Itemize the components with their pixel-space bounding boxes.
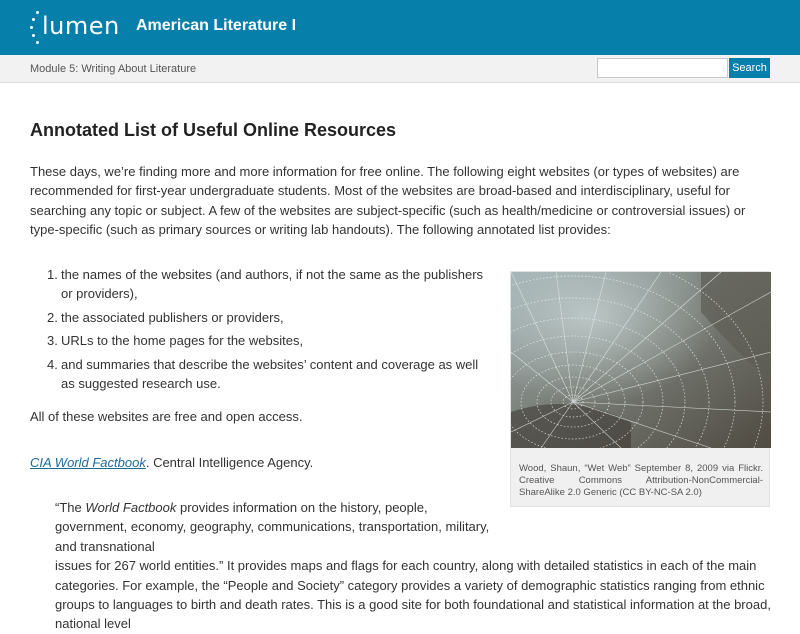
cia-world-factbook-link[interactable]: CIA World Factbook — [30, 455, 146, 470]
list-item-text: URLs to the home pages for the websites, — [61, 333, 304, 349]
list-item — [30, 331, 485, 350]
lumen-logo[interactable] — [30, 9, 120, 47]
spider-web-photo[interactable] — [511, 272, 771, 448]
resource-entry-cia — [30, 455, 313, 470]
access-note: All of these websites are free and open access. — [30, 409, 303, 424]
cia-publisher: . Central Intelligence Agency. — [145, 455, 314, 470]
list-number: 1. — [47, 267, 58, 282]
list-item — [30, 308, 485, 327]
quote-title: World Factbook — [85, 500, 177, 515]
list-item-text: the names of the websites (and authors, if not the same as the publishers or providers), — [61, 267, 484, 302]
intro-paragraph: These days, we’re finding more and more information for free online. The following eight websites (or types of websites) are recommended for first-year undergraduate students. Most of the websites are broad-based and interdisciplinary, useful for searching any topic or subject. A few of the websites are subject-specific (such as health/medicine or controversial issues) or type-specific (such as primary sources or writing lab handouts). The following annotated list provides: — [30, 164, 746, 238]
list-item-text: and summaries that describe the websites’ content and coverage as well as suggested research use. — [61, 356, 479, 392]
sub-navigation-bar — [0, 55, 800, 83]
list-number: 3. — [47, 333, 58, 349]
breadcrumb[interactable]: Module 5: Writing About Literature — [30, 63, 197, 75]
numbered-list — [30, 265, 485, 397]
list-item-text: the associated publishers or providers, — [61, 309, 284, 325]
quote-open: “The — [55, 500, 86, 515]
list-number: 2. — [47, 309, 58, 325]
page-title: Annotated List of Useful Online Resources — [30, 120, 397, 140]
list-number: 4. — [47, 356, 58, 372]
list-item — [30, 265, 485, 304]
search-button[interactable]: Search — [729, 58, 770, 78]
quote-continued: issues for 267 world entities.” It provides maps and flags for each country, along with detailed statistics in each of the main categories. For example, the “People and Society” category provides a variety of demographic statistics ranging from ethnic groups to languages to birth and death rates. This is a good site for both foundational and statistical information at the broad, national level — [55, 558, 771, 632]
quote-text: provides information on the history, people, government, economy, geography, communications, transportation, military, and transnational — [55, 500, 490, 554]
image-caption: Wood, Shaun, “Wet Web” September 8, 2009 via Flickr. Creative Commons Attribution-NonCommercial-ShareAlike 2.0 Generic (CC BY-NC-SA 2.0) — [519, 463, 763, 498]
logo-text: lumen — [42, 12, 120, 40]
quote-first-lines — [55, 498, 495, 556]
search-input[interactable] — [597, 58, 728, 78]
list-item — [30, 355, 485, 394]
course-title[interactable]: American Literature I — [136, 17, 297, 34]
cia-description-quote — [55, 498, 775, 634]
image-figure — [510, 271, 770, 507]
top-header-bar — [0, 0, 800, 55]
